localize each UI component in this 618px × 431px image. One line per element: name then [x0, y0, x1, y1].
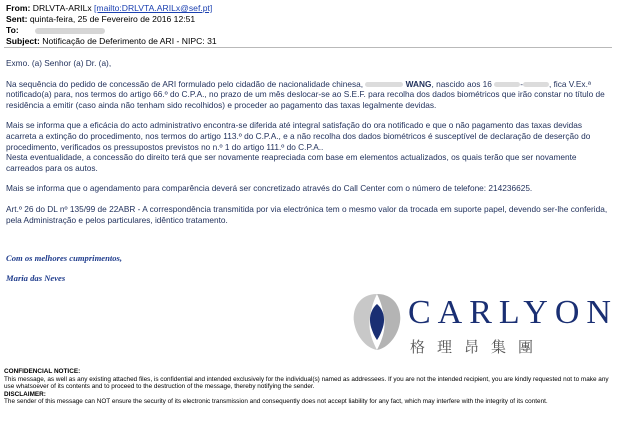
email-body [6, 58, 614, 225]
applicant-name: WANG [405, 78, 432, 89]
sent-row [6, 14, 217, 25]
subject-value: Notificação de Deferimento de ARI - NIPC: 31 [42, 36, 217, 46]
header-divider [4, 47, 612, 48]
confidential-text: This message, as well as any existing attached files, is confidential and intended exclusively for the individual(s) named as addressees. If you are not the intended recipient, you are kindly requested not to make any use whatsoever of its contents and to proceed to the destruction of the message, thereby notifying the sender. [4, 375, 609, 391]
p1-text-a: Na sequência do pedido de concessão de ARI formulado pelo cidadão de nacionalidade chinesa, [6, 78, 364, 89]
sent-value: quinta-feira, 25 de Fevereiro de 2016 12:51 [29, 14, 196, 24]
paragraph-4: Mais se informa que o agendamento para comparência deverá ser concretizado através do Call Center com o número de telefone: 214236625. [6, 183, 533, 194]
paragraph-1 [6, 79, 614, 111]
p1-text-d: , fica V.Ex.ª notificado(a) para, nos termos do artigo 66.º do C.P.A., no prazo de um mês deslocar-se ao S.E.F. para recolha dos dados biométricos que irão constar no título de residência a emitir (caso ainda não tenham sido recolhidos) e proceder ao pagamento das taxas legalmente devidas. [6, 78, 605, 110]
redacted-name [365, 82, 403, 87]
sent-label: Sent: [6, 14, 28, 24]
paragraph-3: Nesta eventualidade, a concessão do direito terá que ser novamente reapreciada com base em elementos actualizados, os quais terão que ser novamente carreados para os autos. [6, 152, 577, 173]
p1-text-c: - [520, 78, 523, 89]
email-header [6, 3, 217, 47]
subject-row [6, 36, 217, 47]
logo-chinese: 格理昂集團 [410, 338, 546, 356]
redacted-date-1 [494, 82, 520, 87]
disclaimer-text: The sender of this message can NOT ensure the security of its electronic transmission and consequently does not accept liability for any fact, which may interfere with the integrity of its content. [4, 398, 548, 406]
p1-text-b: , nascido aos 16 [431, 78, 492, 89]
disclaimer-title: DISCLAIMER: [4, 390, 46, 398]
to-row [6, 25, 217, 36]
confidential-notice [4, 368, 614, 406]
paragraph-5: Art.º 26 do DL nº 135/99 de 22ABR - A correspondência transmitida por via electrónica tem o mesmo valor da trocada em suporte papel, devendo ser-lhe conferida, pela Administração e pelos particulares, idêntico tratamento. [6, 203, 608, 225]
signature-name: Maria das Neves [6, 273, 66, 283]
redacted-recipient [35, 28, 105, 34]
greeting: Exmo. (a) Senhor (a) Dr. (a), [6, 58, 112, 68]
to-label: To: [6, 25, 19, 35]
closing-line: Com os melhores cumprimentos, [6, 253, 123, 263]
subject-label: Subject: [6, 36, 40, 46]
confidential-title: CONFIDENCIAL NOTICE: [4, 368, 81, 375]
logo-wordmark: CARLYON [408, 294, 618, 331]
from-name: DRLVTA-ARILx [32, 3, 92, 13]
paragraph-2: Mais se informa que a eficácia do acto administrativo encontra-se diferida até integral satisfação do ora notificado e que o não pagamento das taxas devidas acarreta a extinção do procedimento, nos termos do artigo 113.º do C.P.A., e a não recolha dos dados biométricos é susceptível de declaração de deserção do procedimento, verificados os pressupostos previstos no n.º 1 do artigo 111.º do C.P.A.. [6, 120, 591, 152]
lion-emblem-icon [348, 290, 406, 354]
from-email-link[interactable]: [mailto:DRLVTA.ARILx@sef.pt] [94, 3, 213, 13]
from-row [6, 3, 217, 14]
from-label: From: [6, 3, 31, 13]
redacted-date-2 [523, 82, 549, 87]
carlyon-logo [348, 288, 618, 360]
